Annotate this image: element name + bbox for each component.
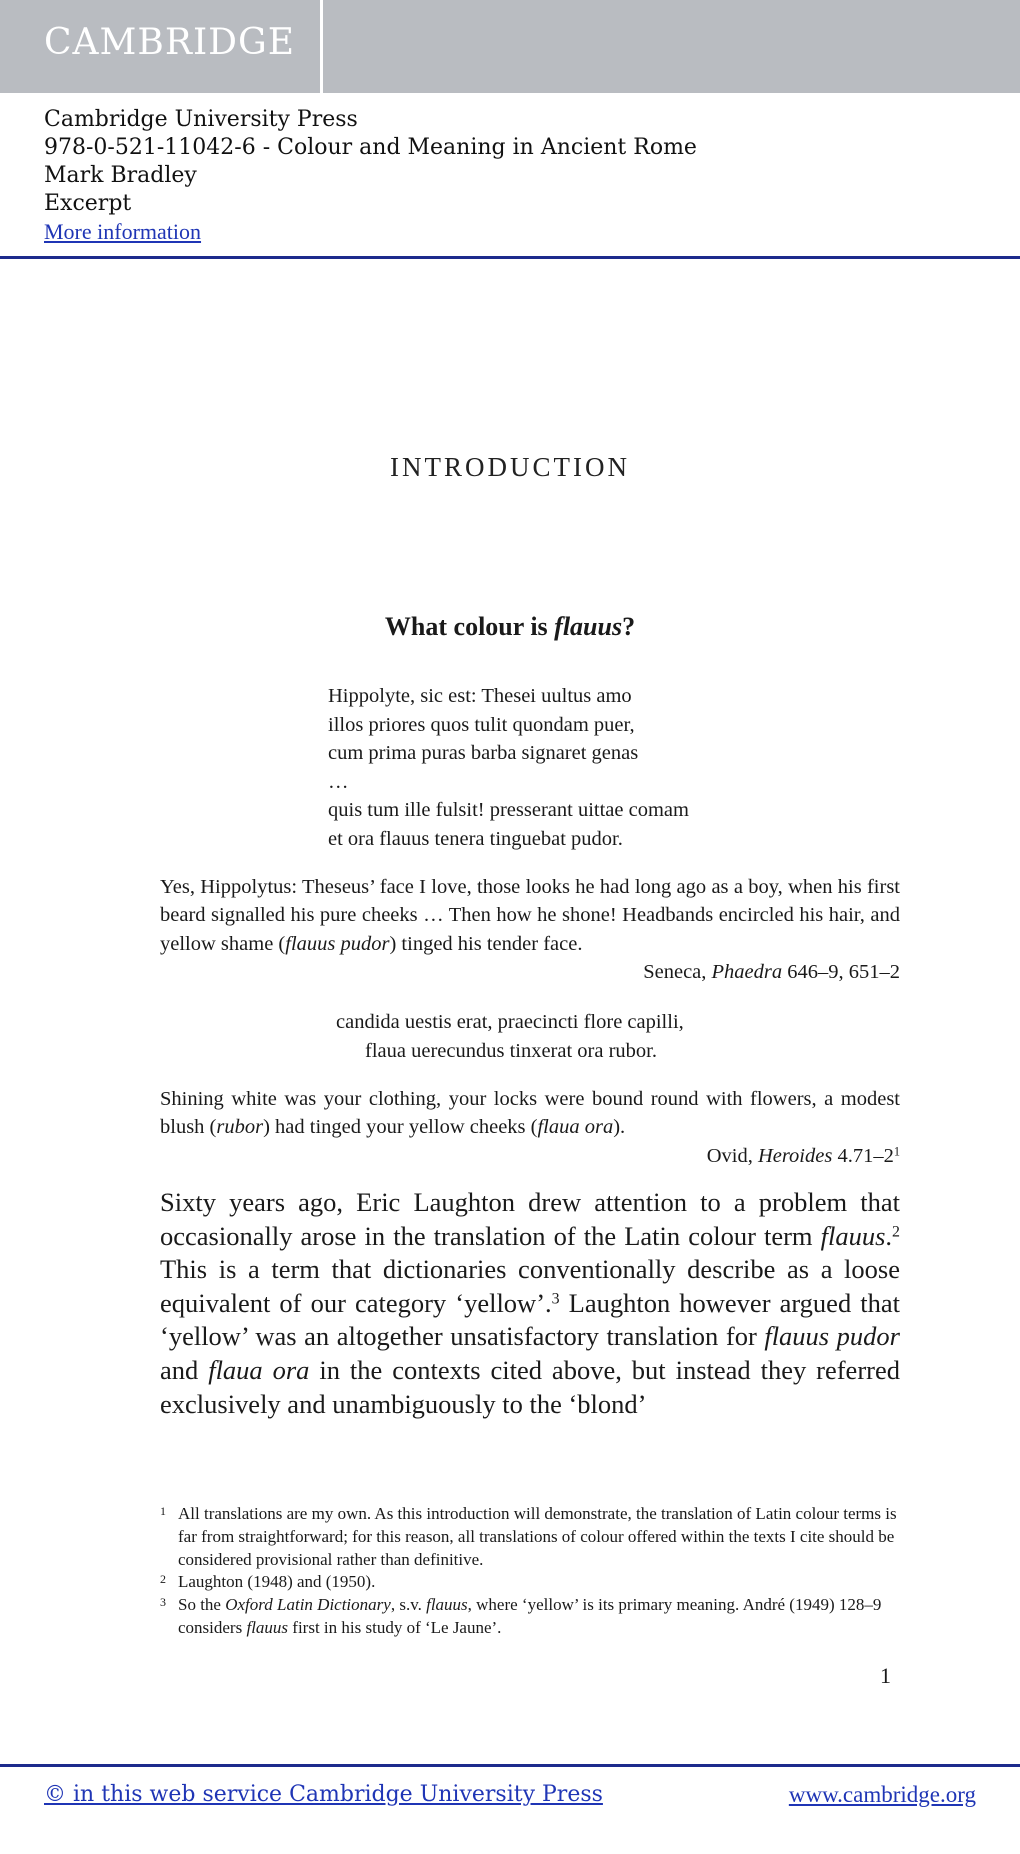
footnote-ref: 2 <box>892 1222 900 1240</box>
verse-line: … <box>328 770 349 793</box>
footer-rule <box>0 1764 1020 1767</box>
doc-type: Excerpt <box>44 191 132 216</box>
footnote-1: 1 All translations are my own. As this introduction will demonstrate, the translation of Latin colour terms is far from straightforward; for this reason, all translations of colour offered within the texts I cite should be considered provisional rather than definitive. <box>160 1504 897 1569</box>
citation-ovid: Ovid, Heroides $4.71-2^1$ <box>706 1143 900 1167</box>
section-title: What colour is flauus? <box>384 612 636 641</box>
citation-seneca: Seneca, Phaedra 646–9, 651–2 <box>643 960 900 983</box>
copyright-link[interactable]: © in this web service Cambridge University Press <box>44 1782 603 1807</box>
isbn-title: 978-0-521-11042-6 - Colour and Meaning in Ancient Rome <box>44 135 697 160</box>
verse-line: cum prima puras barba signaret genas <box>328 742 639 764</box>
footnotes <box>160 1503 900 1640</box>
cambridge-logo[interactable]: CAMBRIDGE <box>44 22 296 63</box>
main-paragraph: Sixty years ago, Eric Laughton drew attention to a problem that occasionally arose in the translation of the Latin colour term flauus.$^2$ This is a term that dictionaries conventionally describe as a loose equivalent of our category ‘yellow’.$^3$ Laughton however argued that ‘yellow’ was an altogether unsatisfactory translation for flauus pudor and flaua ora in the contexts cited above, but instead they referred exclusively and unambiguously to the ‘blond’ <box>160 1187 900 1419</box>
more-information-link[interactable]: More information <box>44 219 202 244</box>
verse-line: flaua uerecundus tinxerat ora rubor. <box>365 1039 658 1062</box>
verse-line: candida uestis erat, praecincti flore capilli, <box>336 1011 684 1033</box>
verse-line: Hippolyte, sic est: Thesei uultus amo <box>328 685 632 707</box>
verse-line: et ora flauus tenera tinguebat pudor. <box>328 827 623 850</box>
verse-line: quis tum ille fulsit! presserant uittae comam <box>328 799 689 821</box>
book-metadata <box>44 106 697 247</box>
header-rule <box>0 256 1020 259</box>
footnote-ref: 1 <box>893 1143 900 1158</box>
translation-seneca: Yes, Hippolytus: Theseus’ face I love, those looks he had long ago as a boy, when his first beard signalled his pure cheeks … Then how he shone! Headbands encircled his hair, and yellow shame (flauus pudor) tinged his tender face. Seneca, Phaedra 646–9, 651–2 <box>160 873 900 986</box>
cambridge-website-link[interactable]: www.cambridge.org <box>788 1782 976 1807</box>
author: Mark Bradley <box>44 163 197 188</box>
publisher: Cambridge University Press <box>44 107 358 132</box>
chapter-title: INTRODUCTION <box>390 452 630 482</box>
header-banner <box>0 0 1020 93</box>
page-number: 1 <box>880 1663 891 1688</box>
footnote-ref: 3 <box>551 1290 560 1308</box>
latin-verse-ovid <box>336 1008 684 1065</box>
translation-ovid: Shining white was your clothing, your locks were bound round with flowers, a modest blush (rubor) had tinged your yellow cheeks (flaua ora). Ovid, Heroides $4.71-2^1$ <box>160 1085 900 1170</box>
footnote-3: 3 So the Oxford Latin Dictionary, s.v. flauus, where ‘yellow’ is its primary meaning. André (1949) 128–9 considers flauus first in his study of ‘Le Jaune’. <box>160 1595 882 1637</box>
banner-divider <box>320 0 323 93</box>
footnote-2: 2 Laughton (1948) and (1950). <box>160 1572 376 1592</box>
verse-line: illos priores quos tulit quondam puer, <box>328 713 635 736</box>
latin-verse-seneca <box>328 682 689 853</box>
